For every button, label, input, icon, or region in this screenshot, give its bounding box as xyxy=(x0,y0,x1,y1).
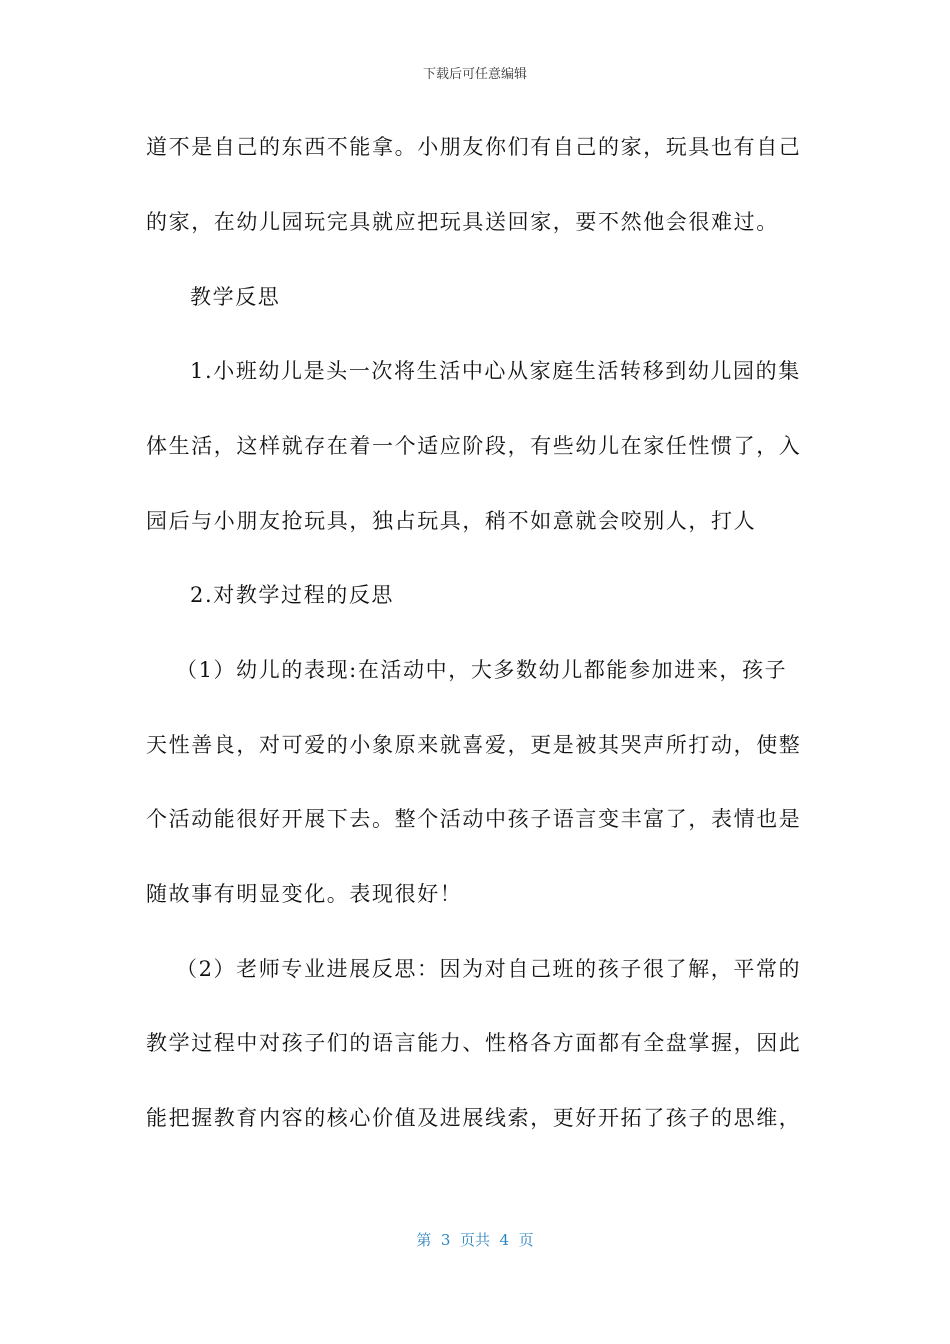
body-line: 个活动能很好开展下去。整个活动中孩子语言变丰富了，表情也是 xyxy=(146,807,802,831)
body-line: 天性善良，对可爱的小象原来就喜爱，更是被其哭声所打动，使整 xyxy=(146,733,802,757)
page-number-footer: 第 3 页共 4 页 xyxy=(416,1231,534,1249)
body-line: 园后与小朋友抢玩具，独占玩具，稍不如意就会咬别人，打人 xyxy=(146,509,757,533)
body-line: 体生活，这样就存在着一个适应阶段，有些幼儿在家任性惯了，入 xyxy=(146,434,802,458)
body-line: 1.小班幼儿是头一次将生活中心从家庭生活转移到幼儿园的集 xyxy=(190,359,801,383)
body-line: 教学过程中对孩子们的语言能力、性格各方面都有全盘掌握，因此 xyxy=(146,1031,802,1055)
body-line: （2）老师专业进展反思：因为对自己班的孩子很了解，平常的 xyxy=(176,957,802,981)
body-line: 的家，在幼儿园玩完具就应把玩具送回家，要不然他会很难过。 xyxy=(146,210,779,234)
body-line: 道不是自己的东西不能拿。小朋友你们有自己的家，玩具也有自己 xyxy=(146,135,802,159)
body-line: （1）幼儿的表现:在活动中，大多数幼儿都能参加进来，孩子 xyxy=(176,658,788,682)
section-heading: 教学反思 xyxy=(190,285,281,309)
body-line: 能把握教育内容的核心价值及进展线索，更好开拓了孩子的思维， xyxy=(146,1106,802,1130)
page-header: 下载后可任意编辑 xyxy=(422,67,527,82)
section-heading: 2.对教学过程的反思 xyxy=(190,583,395,607)
body-line: 随故事有明显变化。表现很好！ xyxy=(146,882,463,906)
